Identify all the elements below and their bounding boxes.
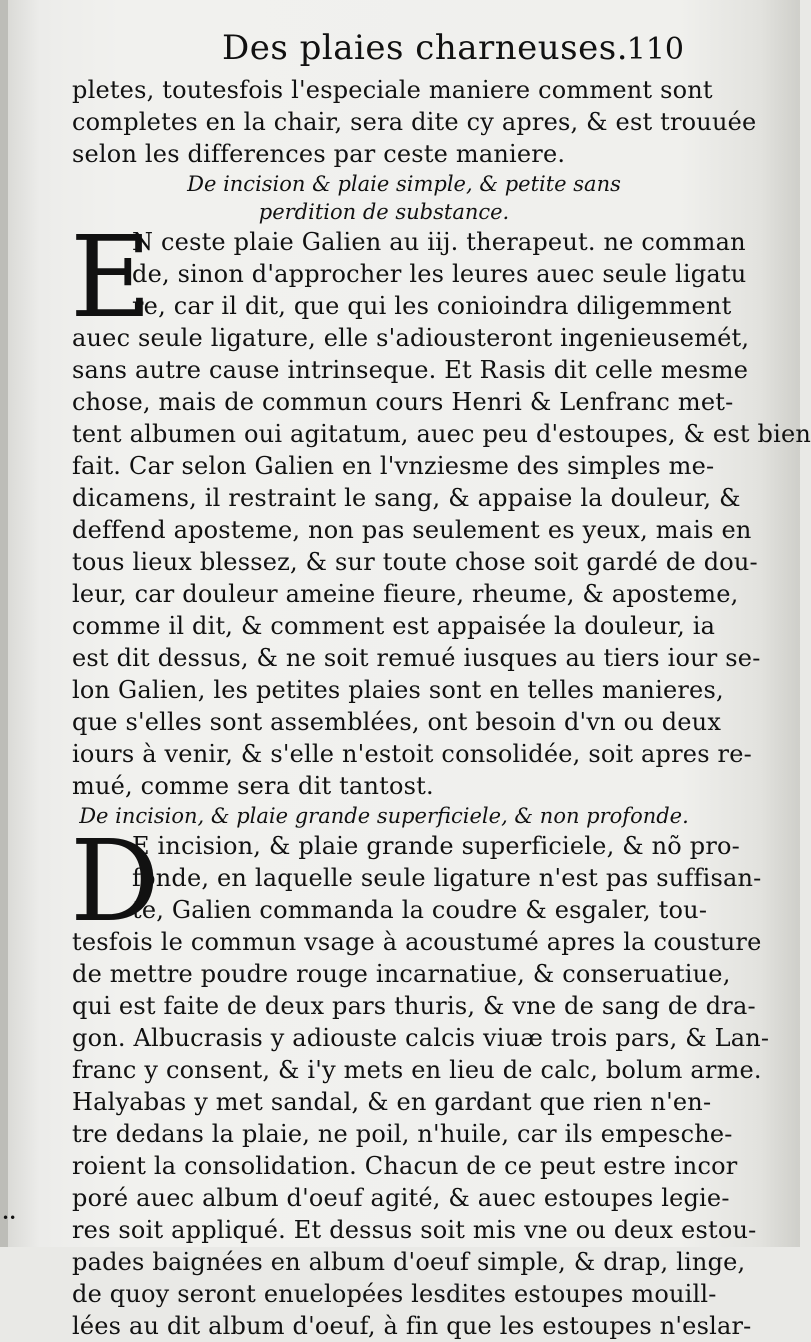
text-line: selon les differences par ceste maniere. [72, 140, 566, 168]
section-heading: De incision & plaie simple, & petite sans [187, 172, 621, 196]
text-line: leur, car douleur ameine fieure, rheume, & aposteme, [72, 580, 739, 608]
text-line: pletes, toutesfois l'especiale maniere comment sont [72, 76, 713, 104]
text-line: tesfois le commun vsage à acoustumé apres la cousture [72, 928, 762, 956]
text-line: tent albumen oui agitatum, auec peu d'estoupes, & est bien [72, 420, 811, 448]
section-heading: perdition de substance. [258, 200, 510, 224]
text-line: N ceste plaie Galien au iij. therapeut. ne comman [132, 228, 746, 256]
text-line: res soit appliqué. Et dessus soit mis vne ou deux estou- [72, 1216, 757, 1244]
text-line: re, car il dit, que qui les conioindra diligemment [132, 292, 732, 320]
drop-cap: D [70, 817, 160, 947]
text-line: dicamens, il restraint le sang, & appaise la douleur, & [72, 484, 741, 512]
text-line: gon. Albucrasis y adiouste calcis viuæ trois pars, & Lan- [72, 1024, 770, 1052]
text-line: comme il dit, & comment est appaisée la douleur, ia [72, 612, 716, 640]
text-line: chose, mais de commun cours Henri & Lenfranc met- [72, 388, 734, 416]
text-line: Halyabas y met sandal, & en gardant que rien n'en- [72, 1088, 712, 1116]
text-line: tre dedans la plaie, ne poil, n'huile, car ils empesche- [72, 1120, 733, 1148]
text-line: te, Galien commanda la coudre & esgaler, tou- [132, 896, 708, 924]
text-line: completes en la chair, sera dite cy apres, & est trouuée [72, 108, 757, 136]
text-line: tous lieux blessez, & sur toute chose soit gardé de dou- [72, 548, 758, 576]
page-speck-mark: •• [2, 1211, 17, 1225]
text-line: fait. Car selon Galien en l'vnziesme des simples me- [72, 452, 715, 480]
text-line: fonde, en laquelle seule ligature n'est pas suffisan- [132, 864, 762, 892]
body-text [70, 74, 811, 1342]
text-line: de quoy seront enuelopées lesdites estoupes mouill- [72, 1280, 717, 1308]
text-line: de, sinon d'approcher les leures auec seule ligatu [132, 260, 747, 288]
text-line: roient la consolidation. Chacun de ce peut estre incor [72, 1152, 738, 1180]
text-line: lées au dit album d'oeuf, à fin que les estoupes n'eslar- [72, 1312, 752, 1340]
text-line: poré auec album d'oeuf agité, & auec estoupes legie- [72, 1184, 730, 1212]
text-line: deffend aposteme, non pas seulement es yeux, mais en [72, 516, 752, 544]
text-line: de mettre poudre rouge incarnatiue, & conseruatiue, [72, 960, 731, 988]
text-line: pades baignées en album d'oeuf simple, & drap, linge, [72, 1248, 746, 1276]
page-header [72, 28, 692, 72]
text-line: iours à venir, & s'elle n'estoit consolidée, soit apres re- [72, 740, 752, 768]
paragraph [70, 213, 811, 802]
text-line: que s'elles sont assemblées, ont besoin d'vn ou deux [72, 708, 722, 736]
running-title: Des plaies charneuses. [222, 28, 629, 68]
text-line: qui est faite de deux pars thuris, & vne de sang de dra- [72, 992, 756, 1020]
text-line: mué, comme sera dit tantost. [72, 772, 434, 800]
section-heading: De incision, & plaie grande superficiele, & non profonde. [79, 804, 689, 828]
text-line: E incision, & plaie grande superficiele, & nõ pro- [132, 832, 740, 860]
text-line: sans autre cause intrinseque. Et Rasis dit celle mesme [72, 356, 749, 384]
text-line: franc y consent, & i'y mets en lieu de calc, bolum arme. [72, 1056, 762, 1084]
text-line: est dit dessus, & ne soit remué iusques au tiers iour se- [72, 644, 761, 672]
page-edge [0, 0, 8, 1247]
text-line: auec seule ligature, elle s'adiousteront ingenieusemét, [72, 324, 750, 352]
drop-cap: E [70, 213, 152, 343]
text-line: lon Galien, les petites plaies sont en telles manieres, [72, 676, 724, 704]
paragraph [70, 817, 770, 1342]
page-number: 110 [626, 32, 684, 67]
